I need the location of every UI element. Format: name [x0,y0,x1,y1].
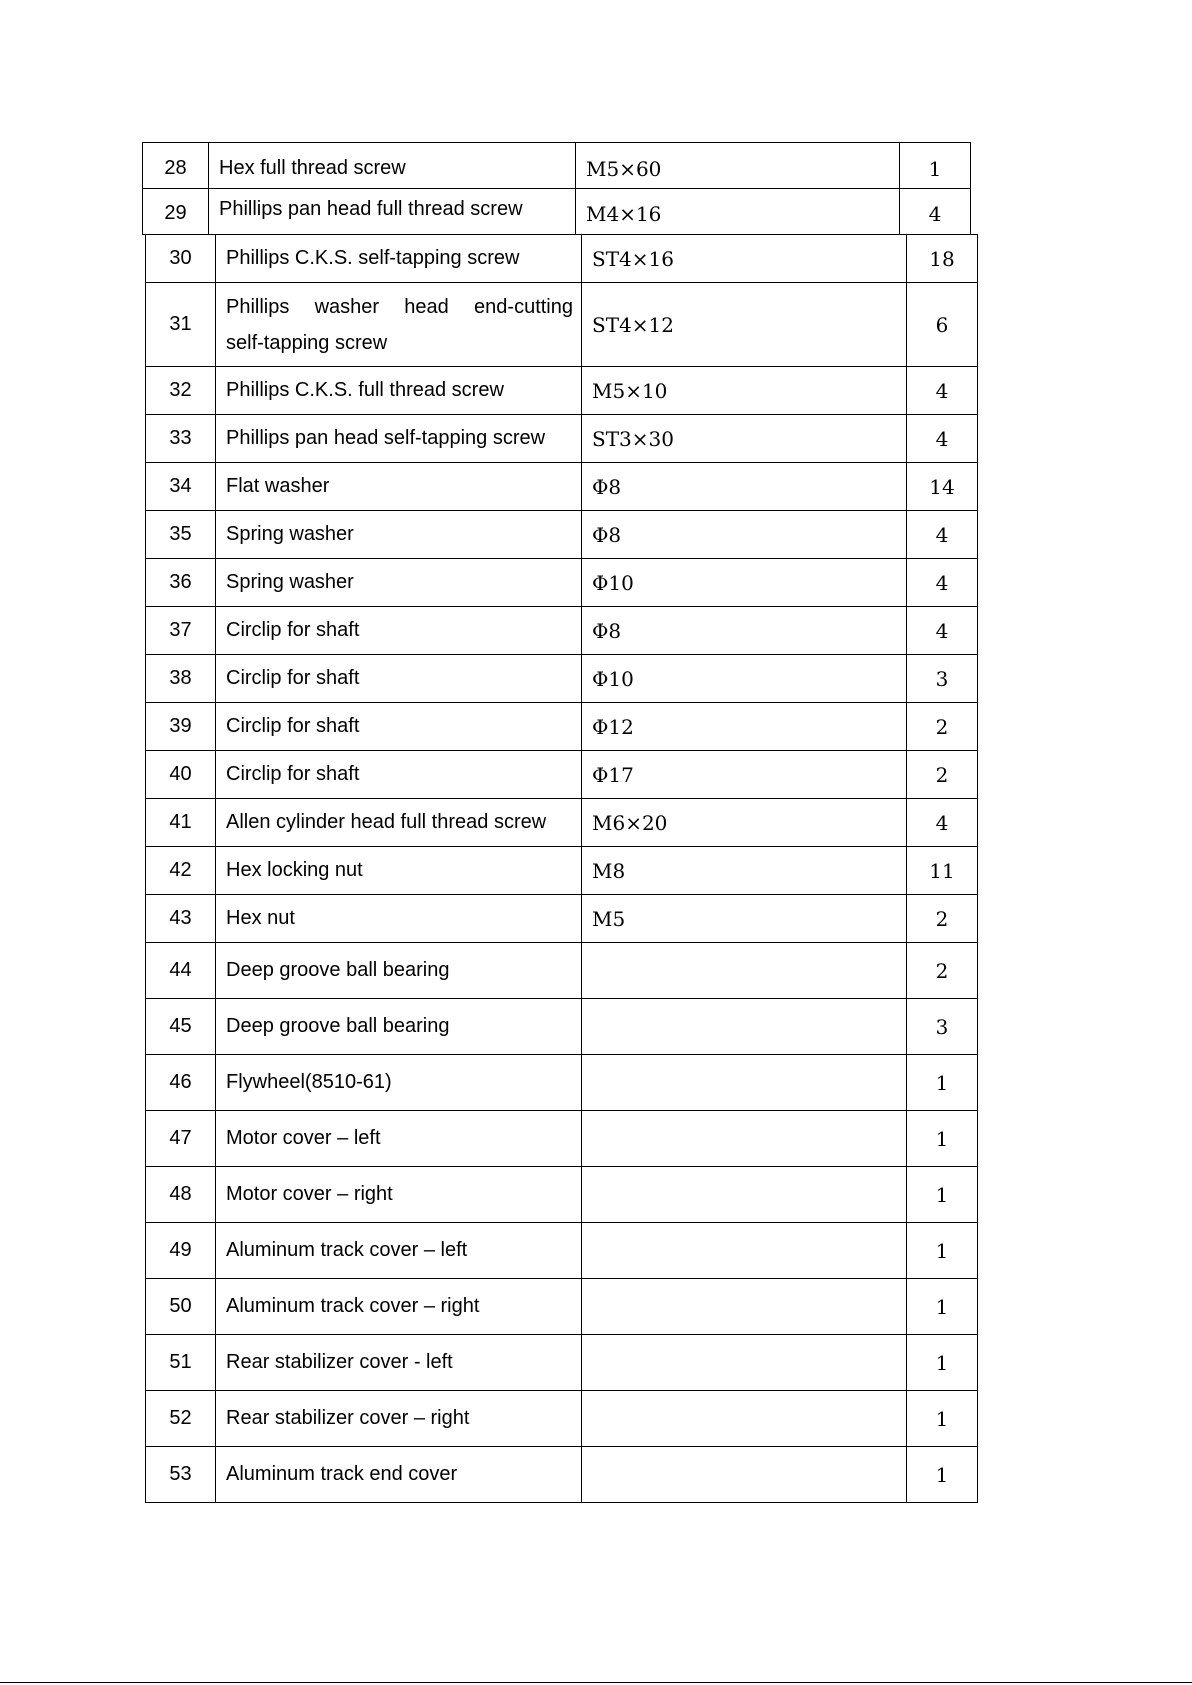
part-name: Hex nut [216,895,582,943]
table-row [146,607,978,655]
part-quantity: 18 [907,235,978,283]
part-number: 42 [146,847,216,895]
part-spec [582,943,907,999]
part-quantity: 1 [907,1167,978,1223]
part-number: 37 [146,607,216,655]
part-number: 49 [146,1223,216,1279]
part-number: 32 [146,367,216,415]
part-name: Phillips pan head self-tapping screw [216,415,582,463]
part-name: Circlip for shaft [216,607,582,655]
part-name: Phillips C.K.S. self-tapping screw [216,235,582,283]
part-name: Rear stabilizer cover - left [216,1335,582,1391]
part-name: Motor cover – left [216,1111,582,1167]
part-name-line: Phillips washer head end-cutting [226,295,573,318]
part-spec [582,1447,907,1503]
part-spec: ST4×12 [582,283,907,367]
part-name [216,283,582,367]
part-quantity: 4 [900,189,971,235]
part-number: 50 [146,1279,216,1335]
part-quantity: 3 [907,655,978,703]
part-spec: Φ8 [582,511,907,559]
part-spec [582,1055,907,1111]
part-spec: M8 [582,847,907,895]
part-number: 28 [143,143,209,189]
part-number: 34 [146,463,216,511]
part-name: Phillips C.K.S. full thread screw [216,367,582,415]
part-quantity: 1 [907,1279,978,1335]
part-quantity: 2 [907,895,978,943]
table-row [146,943,978,999]
part-name: Spring washer [216,511,582,559]
part-name: Circlip for shaft [216,703,582,751]
part-number: 53 [146,1447,216,1503]
part-quantity: 1 [900,143,971,189]
part-number: 36 [146,559,216,607]
part-number: 51 [146,1335,216,1391]
table-row [146,415,978,463]
part-spec: ST3×30 [582,415,907,463]
part-number: 44 [146,943,216,999]
table-row [146,367,978,415]
part-quantity: 4 [907,799,978,847]
part-number: 29 [143,189,209,235]
part-spec: ST4×16 [582,235,907,283]
part-quantity: 4 [907,367,978,415]
part-quantity: 1 [907,1447,978,1503]
table-row [143,143,971,189]
part-quantity: 1 [907,1335,978,1391]
part-spec: Φ17 [582,751,907,799]
table-row [146,655,978,703]
part-spec: Φ12 [582,703,907,751]
part-number: 40 [146,751,216,799]
part-quantity: 14 [907,463,978,511]
table-row [146,1223,978,1279]
part-number: 41 [146,799,216,847]
part-number: 43 [146,895,216,943]
part-quantity: 4 [907,607,978,655]
parts-table-top [142,142,971,235]
part-name: Spring washer [216,559,582,607]
table-row [146,999,978,1055]
part-number: 39 [146,703,216,751]
part-quantity: 1 [907,1391,978,1447]
part-quantity: 3 [907,999,978,1055]
part-spec [582,1279,907,1335]
part-name: Flywheel(8510-61) [216,1055,582,1111]
table-row [146,1055,978,1111]
part-spec: Φ8 [582,607,907,655]
part-spec: M5×10 [582,367,907,415]
part-quantity: 6 [907,283,978,367]
part-quantity: 2 [907,703,978,751]
table-row [146,1335,978,1391]
part-name: Motor cover – right [216,1167,582,1223]
part-name: Allen cylinder head full thread screw [216,799,582,847]
table-row [146,1447,978,1503]
part-quantity: 2 [907,943,978,999]
part-name: Flat washer [216,463,582,511]
part-quantity: 1 [907,1223,978,1279]
part-spec [582,1335,907,1391]
part-spec: Φ8 [582,463,907,511]
part-name: Deep groove ball bearing [216,999,582,1055]
part-quantity: 4 [907,415,978,463]
part-name: Rear stabilizer cover – right [216,1391,582,1447]
part-name-line: self-tapping screw [226,331,388,354]
part-quantity: 1 [907,1111,978,1167]
part-spec: M5×60 [576,143,900,189]
part-quantity: 1 [907,1055,978,1111]
part-number: 31 [146,283,216,367]
table-row [146,799,978,847]
table-row [146,511,978,559]
part-quantity: 11 [907,847,978,895]
part-spec [582,999,907,1055]
part-spec: Φ10 [582,655,907,703]
table-row [146,1279,978,1335]
table-row [146,847,978,895]
table-row [146,1391,978,1447]
part-name: Circlip for shaft [216,655,582,703]
part-number: 33 [146,415,216,463]
part-name: Aluminum track end cover [216,1447,582,1503]
table-row [146,1167,978,1223]
page-bottom-rule [0,1682,1192,1683]
table-row [146,463,978,511]
part-name: Phillips pan head full thread screw [209,189,576,235]
table-row [146,895,978,943]
part-quantity: 4 [907,511,978,559]
part-spec: M4×16 [576,189,900,235]
table-row [146,703,978,751]
part-spec: Φ10 [582,559,907,607]
part-number: 47 [146,1111,216,1167]
part-spec [582,1391,907,1447]
table-row [146,283,978,367]
part-number: 45 [146,999,216,1055]
part-number: 52 [146,1391,216,1447]
part-spec: M6×20 [582,799,907,847]
part-number: 38 [146,655,216,703]
table-row [146,1111,978,1167]
part-name: Hex locking nut [216,847,582,895]
part-spec: M5 [582,895,907,943]
part-number: 46 [146,1055,216,1111]
table-row [146,559,978,607]
part-name: Circlip for shaft [216,751,582,799]
table-row [146,235,978,283]
part-quantity: 4 [907,559,978,607]
part-name: Aluminum track cover – left [216,1223,582,1279]
parts-table-main [145,234,978,1503]
part-number: 30 [146,235,216,283]
part-spec [582,1111,907,1167]
part-name: Aluminum track cover – right [216,1279,582,1335]
part-spec [582,1223,907,1279]
part-number: 35 [146,511,216,559]
table-row [143,189,971,235]
part-quantity: 2 [907,751,978,799]
part-spec [582,1167,907,1223]
table-row [146,751,978,799]
part-number: 48 [146,1167,216,1223]
part-name: Deep groove ball bearing [216,943,582,999]
part-name: Hex full thread screw [209,143,576,189]
